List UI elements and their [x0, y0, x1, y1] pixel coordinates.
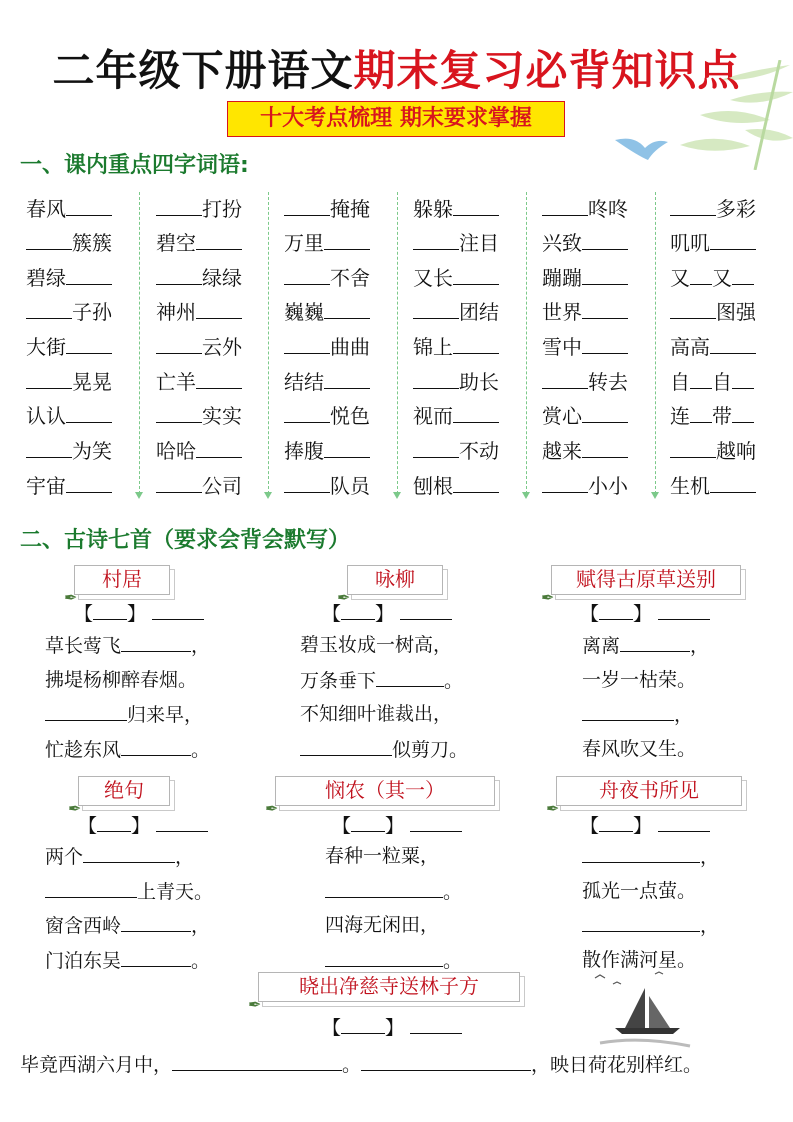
word-item: 团结	[413, 299, 499, 325]
blank-line[interactable]	[582, 701, 674, 721]
poem-line: 忙趁东风 。	[45, 736, 210, 763]
dynasty-blank[interactable]	[93, 600, 127, 620]
author-blank[interactable]	[410, 812, 462, 832]
swallow-icon: ✒	[546, 799, 560, 818]
blank-line[interactable]	[26, 300, 72, 319]
blank-line[interactable]	[66, 335, 112, 354]
word-item: 高高	[670, 334, 756, 360]
word-item: 碧空	[156, 230, 242, 256]
blank-line[interactable]	[710, 231, 756, 250]
author-blank[interactable]	[156, 812, 208, 832]
blank-line[interactable]	[284, 404, 330, 423]
poem-line: 春种一粒粟，	[325, 845, 440, 867]
word-item: 为笑	[26, 438, 112, 464]
blank-line[interactable]	[121, 912, 191, 932]
blank-line[interactable]	[710, 474, 756, 493]
blank-line[interactable]	[156, 404, 202, 423]
blank-line[interactable]	[325, 878, 443, 898]
poem-line: 上青天。	[45, 878, 213, 905]
poem-line: ，	[582, 843, 719, 870]
author-blank[interactable]	[400, 600, 452, 620]
poem-title-zhouye: 舟夜书所见	[556, 776, 742, 806]
blank-line[interactable]	[582, 439, 628, 458]
author-line: 【 】	[332, 812, 462, 839]
blank-line[interactable]	[542, 197, 588, 216]
blank-line[interactable]	[300, 736, 392, 756]
word-item: 助长	[413, 369, 499, 395]
blank-line[interactable]	[582, 335, 628, 354]
dynasty-blank[interactable]	[97, 812, 131, 832]
blank-line[interactable]	[690, 370, 712, 389]
section1-heading: 一、课内重点四字词语:	[20, 153, 249, 178]
subtitle-banner: 十大考点梳理 期末要求掌握	[227, 101, 565, 137]
blank-line[interactable]	[156, 266, 202, 285]
blank-line[interactable]	[66, 266, 112, 285]
blank-line[interactable]	[413, 439, 459, 458]
blank-line[interactable]	[453, 197, 499, 216]
blank-line[interactable]	[670, 300, 716, 319]
blank-line[interactable]	[542, 474, 588, 493]
poem-line: 万条垂下 。	[300, 667, 463, 694]
blank-line[interactable]	[66, 197, 112, 216]
word-item: 捧腹	[284, 438, 370, 464]
column-separator	[139, 192, 140, 494]
poem-title-yongliu: 咏柳	[347, 565, 443, 595]
author-line: 【 】	[580, 812, 710, 839]
author-blank[interactable]	[658, 812, 710, 832]
author-line: 【 】	[78, 812, 208, 839]
author-line: 【 】	[580, 600, 710, 627]
word-item: 生机	[670, 473, 756, 499]
poem-line: ，	[582, 701, 693, 728]
word-item: 神州	[156, 299, 242, 325]
arrow-down-icon	[135, 492, 143, 499]
poem-line: 。	[325, 947, 462, 974]
dynasty-blank[interactable]	[599, 812, 633, 832]
title-red-part: 期末复习必背知识点	[353, 46, 741, 95]
blank-line[interactable]	[582, 231, 628, 250]
poem-line: 离离 ，	[582, 632, 709, 659]
poem-line: 草长莺飞 ，	[45, 632, 210, 659]
blank-line[interactable]	[172, 1051, 342, 1071]
blank-line[interactable]	[324, 300, 370, 319]
blank-line[interactable]	[582, 843, 700, 863]
blank-line[interactable]	[732, 404, 754, 423]
dynasty-blank[interactable]	[341, 1014, 385, 1034]
word-item: 认认	[26, 403, 112, 429]
arrow-down-icon	[393, 492, 401, 499]
word-item: 自 自	[670, 369, 754, 395]
word-item: 春风	[26, 196, 112, 222]
blank-line[interactable]	[453, 404, 499, 423]
poem-title-minnong: 悯农（其一）	[275, 776, 495, 806]
blank-line[interactable]	[325, 947, 443, 967]
word-item: 转去	[542, 369, 628, 395]
blank-line[interactable]	[66, 474, 112, 493]
poem-line: 归来早，	[45, 701, 203, 728]
poem-line: 似剪刀。	[300, 736, 468, 763]
word-item: 锦上	[413, 334, 499, 360]
swallow-icon: ✒	[337, 588, 351, 607]
blank-line[interactable]	[376, 667, 444, 687]
column-separator	[397, 192, 398, 494]
blank-line[interactable]	[26, 439, 72, 458]
blank-line[interactable]	[413, 300, 459, 319]
poem-line: 。	[325, 878, 462, 905]
poem-line: 不知细叶谁裁出，	[300, 703, 453, 725]
word-item: 晃晃	[26, 369, 112, 395]
author-line: 【 】	[322, 1014, 462, 1041]
swallow-icon: ✒	[265, 799, 279, 818]
sailboat-icon	[585, 968, 695, 1058]
word-item: 结结	[284, 369, 370, 395]
word-item: 注目	[413, 230, 499, 256]
section2-heading: 二、古诗七首（要求会背会默写）	[20, 528, 351, 553]
swallow-icon: ✒	[68, 799, 82, 818]
word-item: 万里	[284, 230, 370, 256]
word-item: 公司	[156, 473, 242, 499]
word-item: 大街	[26, 334, 112, 360]
poem-title-xiaochu: 晓出净慈寺送林子方	[258, 972, 520, 1002]
word-item: 叽叽	[670, 230, 756, 256]
poem-line: 拂堤杨柳醉春烟。	[45, 668, 198, 691]
word-item: 赏心	[542, 403, 628, 429]
blank-line[interactable]	[284, 266, 330, 285]
blank-line[interactable]	[582, 404, 628, 423]
blank-line[interactable]	[284, 335, 330, 354]
blank-line[interactable]	[710, 335, 756, 354]
poem-title-jueju: 绝句	[78, 776, 170, 806]
blank-line[interactable]	[156, 335, 202, 354]
page-title	[0, 38, 793, 98]
poem-line: 四海无闲田，	[325, 914, 440, 936]
word-item: 兴致	[542, 230, 628, 256]
blank-line[interactable]	[45, 878, 137, 898]
poem-line: ，	[582, 912, 719, 939]
blank-line[interactable]	[121, 632, 191, 652]
word-item: 绿绿	[156, 265, 242, 291]
author-line: 【 】	[74, 600, 204, 627]
blank-line[interactable]	[196, 439, 242, 458]
column-separator	[526, 192, 527, 494]
blank-line[interactable]	[324, 370, 370, 389]
word-item: 图强	[670, 299, 756, 325]
poem-line: 散作满河星。	[582, 948, 697, 971]
column-separator	[268, 192, 269, 494]
blank-line[interactable]	[690, 266, 712, 285]
blank-line[interactable]	[121, 736, 191, 756]
blank-line[interactable]	[156, 197, 202, 216]
word-item: 刨根	[413, 473, 499, 499]
author-blank[interactable]	[152, 600, 204, 620]
blank-line[interactable]	[690, 404, 712, 423]
word-item: 世界	[542, 299, 628, 325]
poem-line: 春风吹又生。	[582, 737, 697, 760]
word-item: 多彩	[670, 196, 756, 222]
poem-line: 门泊东吴 。	[45, 947, 210, 974]
blank-line[interactable]	[732, 266, 754, 285]
swallow-icon: ✒	[64, 588, 78, 607]
blank-line[interactable]	[26, 370, 72, 389]
word-item: 咚咚	[542, 196, 628, 222]
word-item: 巍巍	[284, 299, 370, 325]
blank-line[interactable]	[196, 300, 242, 319]
blank-line[interactable]	[453, 335, 499, 354]
blank-line[interactable]	[121, 947, 191, 967]
column-separator	[655, 192, 656, 494]
poem-title-cunju: 村居	[74, 565, 170, 595]
blank-line[interactable]	[26, 231, 72, 250]
blank-line[interactable]	[670, 439, 716, 458]
poem-line: 一岁一枯荣。	[582, 668, 697, 691]
poem-title-caocao: 赋得古原草送别	[551, 565, 741, 595]
word-item: 视而	[413, 403, 499, 429]
dynasty-blank[interactable]	[599, 600, 633, 620]
blank-line[interactable]	[324, 439, 370, 458]
blank-line[interactable]	[284, 197, 330, 216]
blank-line[interactable]	[620, 632, 690, 652]
blank-line[interactable]	[542, 370, 588, 389]
arrow-down-icon	[651, 492, 659, 499]
title-black-part: 二年级下册语文	[52, 46, 354, 95]
blank-line[interactable]	[413, 370, 459, 389]
word-item: 躲躲	[413, 196, 499, 222]
blank-line[interactable]	[196, 231, 242, 250]
word-item: 小小	[542, 473, 628, 499]
swallow-icon: ✒	[248, 995, 262, 1014]
word-item: 簇簇	[26, 230, 112, 256]
bird-icon	[610, 120, 670, 170]
word-item: 哈哈	[156, 438, 242, 464]
word-item: 蹦蹦	[542, 265, 628, 291]
word-item: 又 又	[670, 265, 754, 291]
blank-line[interactable]	[66, 404, 112, 423]
blank-line[interactable]	[670, 197, 716, 216]
blank-line[interactable]	[83, 843, 175, 863]
dynasty-blank[interactable]	[351, 812, 385, 832]
word-item: 越响	[670, 438, 756, 464]
word-item: 云外	[156, 334, 242, 360]
blank-line[interactable]	[196, 370, 242, 389]
word-item: 打扮	[156, 196, 242, 222]
blank-line[interactable]	[156, 474, 202, 493]
blank-line[interactable]	[413, 231, 459, 250]
blank-line[interactable]	[582, 266, 628, 285]
blank-line[interactable]	[361, 1051, 531, 1071]
poem-line: 窗含西岭 ，	[45, 912, 210, 939]
word-item: 不动	[413, 438, 499, 464]
word-item: 不舍	[284, 265, 370, 291]
word-item: 雪中	[542, 334, 628, 360]
word-item: 曲曲	[284, 334, 370, 360]
poem-line: 孤光一点萤。	[582, 879, 697, 902]
word-item: 碧绿	[26, 265, 112, 291]
blank-line[interactable]	[582, 300, 628, 319]
word-item: 子孙	[26, 299, 112, 325]
blank-line[interactable]	[453, 266, 499, 285]
blank-line[interactable]	[284, 474, 330, 493]
arrow-down-icon	[264, 492, 272, 499]
blank-line[interactable]	[324, 231, 370, 250]
blank-line[interactable]	[45, 701, 127, 721]
poem-line: 两个 ，	[45, 843, 194, 870]
blank-line[interactable]	[453, 474, 499, 493]
word-item: 宇宙	[26, 473, 112, 499]
author-blank[interactable]	[410, 1014, 462, 1034]
word-item: 悦色	[284, 403, 370, 429]
word-item: 实实	[156, 403, 242, 429]
author-line: 【 】	[322, 600, 452, 627]
swallow-icon: ✒	[541, 588, 555, 607]
poem-line: 碧玉妆成一树高，	[300, 634, 453, 656]
arrow-down-icon	[522, 492, 530, 499]
blank-line[interactable]	[582, 912, 700, 932]
word-item: 亡羊	[156, 369, 242, 395]
word-item: 又长	[413, 265, 499, 291]
word-item: 连 带	[670, 403, 754, 429]
blank-line[interactable]	[732, 370, 754, 389]
word-item: 掩掩	[284, 196, 370, 222]
word-item: 越来	[542, 438, 628, 464]
poem-line-xiaochu: 毕竟西湖六月中， 。 ，映日荷花别样红。	[20, 1051, 702, 1078]
author-blank[interactable]	[658, 600, 710, 620]
word-item: 队员	[284, 473, 370, 499]
